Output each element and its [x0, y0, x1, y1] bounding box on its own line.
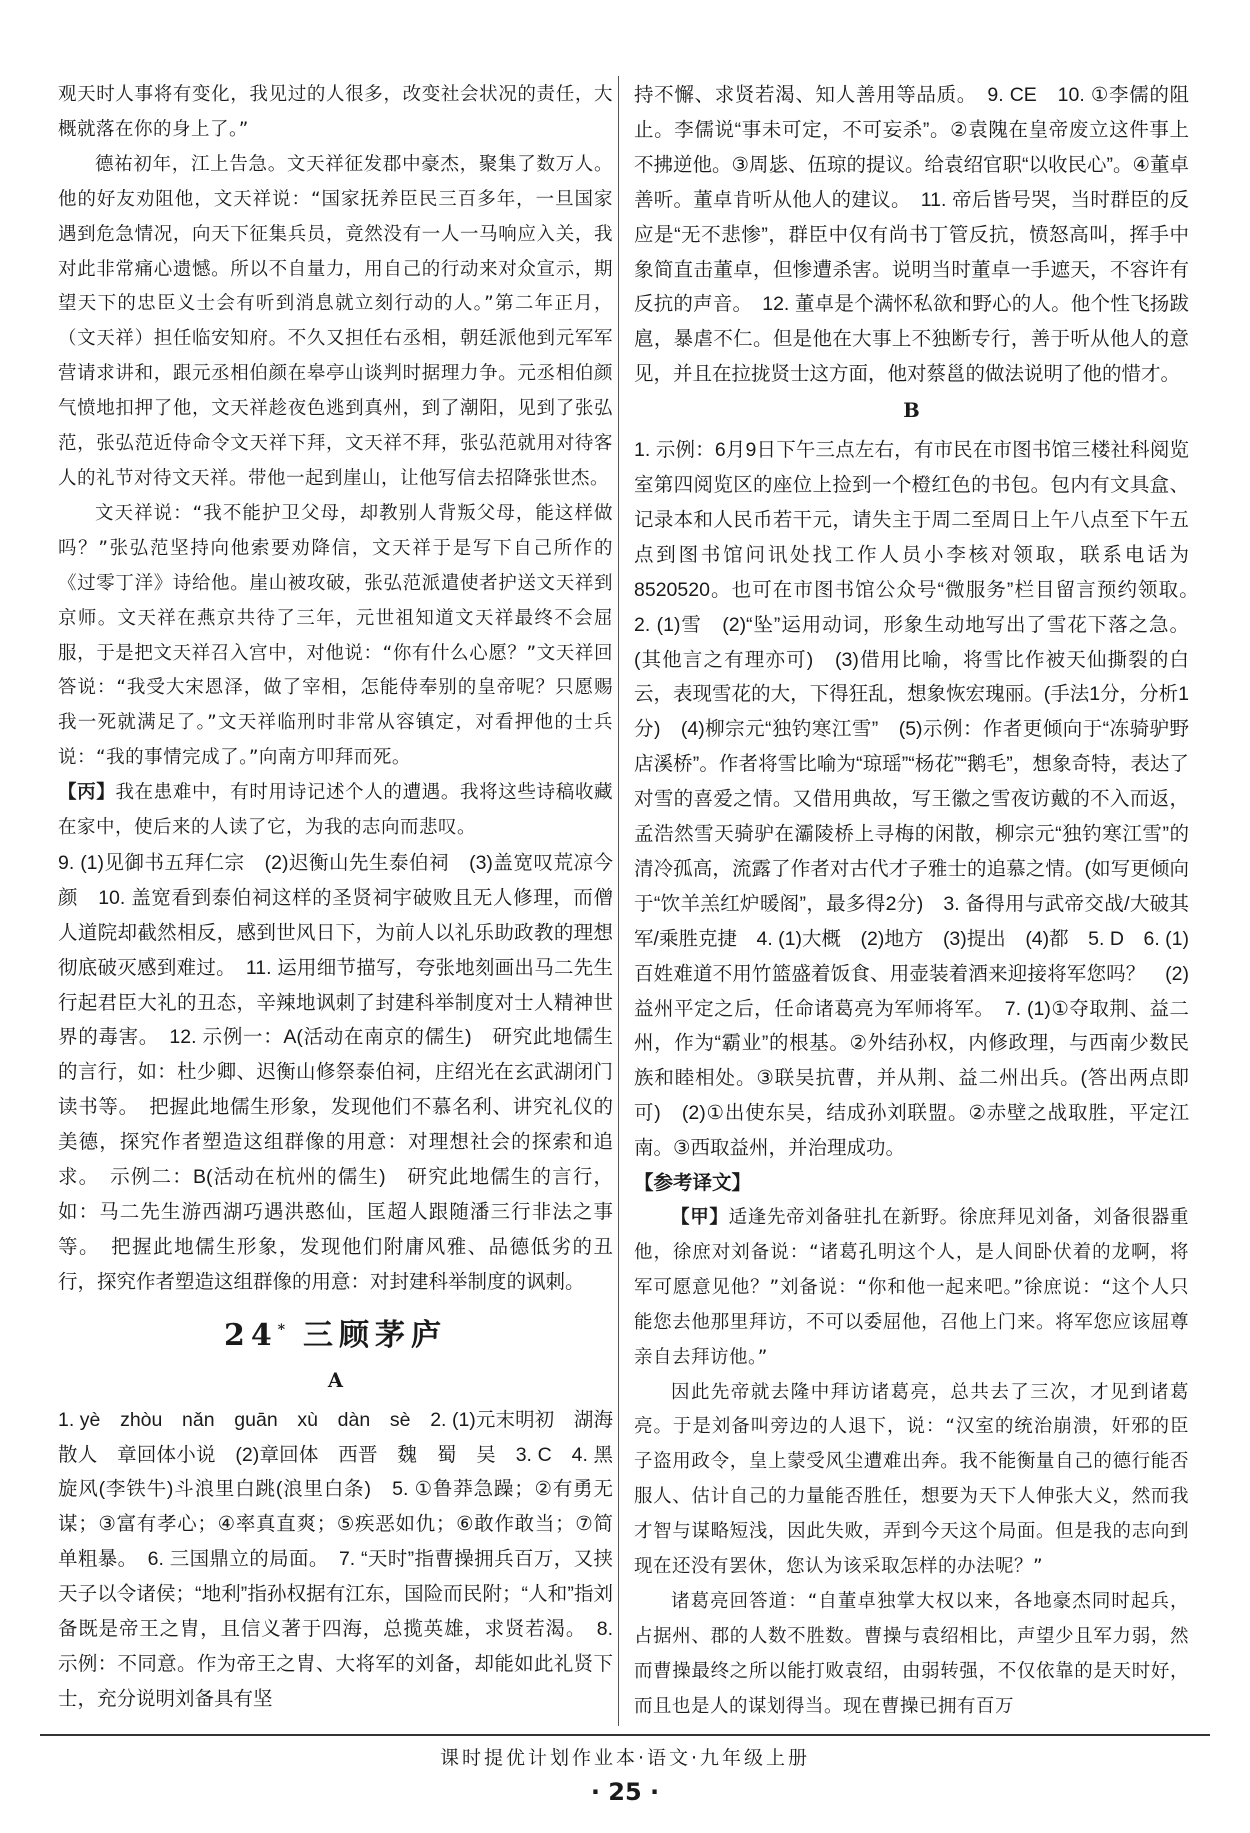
column-divider [618, 76, 619, 1726]
section-tag-jia: 【甲】 [671, 1207, 729, 1228]
translation-paragraph: 因此先帝就去隆中拜访诸葛亮，总共去了三次，才见到诸葛亮。于是刘备叫旁边的人退下，说：“汉室的统治崩溃，奸邪的臣子盗用政令，皇上蒙受风尘遭难出奔。我不能衡量自己的德行能否服人、估计自己的力量能否胜任，想要为天下人伸张大义，然而我才智与谋略短浅，因此失败，弄到今天这个局面。但是我的志向到现在还没有罢休，您认为该采取怎样的办法呢？” [634, 1381, 1189, 1578]
answer-block: 9. (1)见御书五拜仁宗 (2)迟衡山先生泰伯祠 (3)盖宽叹荒凉今颜 10. 盖宽看到泰伯祠这样的圣贤祠宇破败且无人修理，而僧人道院却截然相反，感到世风日下，为前人以礼乐助政教的理想彻底破灭感到难过。 11. 运用细节描写，夸张地刻画出马二先生行起君臣大礼的丑态，辛辣地讽刺了封建科举制度对士人精神世界的毒害。 12. 示例一：A(活动在南京的儒生) 研究此地儒生的言行，如：杜少卿、迟衡山修祭泰伯祠，庄绍光在玄武湖闭门读书等。 把握此地儒生形象，发现他们不慕名利、讲究礼仪的美德，探究作者塑造这组群像的用意：对理想社会的探索和追求。 示例二：B(活动在杭州的儒生) 研究此地儒生的言行，如：马二先生游西湖巧遇洪憨仙，匡超人跟随潘三行非法之事等。 把握此地儒生形象，发现他们附庸风雅、品德低劣的丑行，探究作者塑造这组群像的用意：对封建科举制度的讽刺。 [58, 851, 613, 1293]
left-column [58, 78, 613, 1717]
lesson-star: * [277, 1321, 286, 1338]
translation-text: 我在患难中，有时用诗记述个人的遭遇。我将这些诗稿收藏在家中，使后来的人读了它，为我的志向而悲叹。 [58, 782, 613, 839]
right-column [634, 78, 1209, 1725]
translation-text: 适逢先帝刘备驻扎在新野。徐庶拜见刘备，刘备很器重他，徐庶对刘备说：“诸葛孔明这个人，是人间卧伏着的龙啊，将军可愿意见他？”刘备说：“你和他一起来吧。”徐庶说：“这个人只能您去他那里拜访，不可以委屈他，召他上门来。将军您应该屈尊亲自去拜访他。” [634, 1207, 1189, 1368]
answer-block: 1. yè zhòu nǎn guān xù dàn sè 2. (1)元末明初 湖海散人 章回体小说 (2)章回体 西晋 魏 蜀 吴 3. C 4. 黑旋风(李铁牛)斗浪里白跳(浪里白条) 5. ①鲁莽急躁；②有勇无谋；③富有孝心；④率真直爽；⑤疾恶如仇；⑥敢作敢当；⑦简单粗暴。 6. 三国鼎立的局面。 7. “天时”指曹操拥兵百万，又挟天子以令诸侯；“地利”指孙权据有江东，国险而民附；“人和”指刘备既是帝王之胄，且信义著于四海，总揽英雄，求贤若渴。 8. 示例：不同意。作为帝王之胄、大将军的刘备，却能如此礼贤下士，充分说明刘备具有坚 [58, 1408, 613, 1710]
footer-rule [40, 1734, 1210, 1736]
translation-paragraph-jia [634, 1201, 1189, 1376]
translation-paragraph: 观天时人事将有变化，我见过的人很多，改变社会状况的责任，大概就落在你的身上了。” [58, 84, 613, 140]
translation-paragraph: 诸葛亮回答道：“自董卓独掌大权以来，各地豪杰同时起兵，占据州、郡的人数不胜数。曹操与袁绍相比，声望少且军力弱，然而曹操最终之所以能打败袁绍，由弱转强，不仅依靠的是天时好，而且也是人的谋划得当。现在曹操已拥有百万 [634, 1590, 1189, 1717]
section-heading-a: A [327, 1368, 344, 1392]
section-tag-bing: 【丙】 [58, 782, 116, 804]
answer-block: 持不懈、求贤若渴、知人善用等品质。 9. CE 10. ①李儒的阻止。李儒说“事未可定，不可妄杀”。②袁隗在皇帝废立这件事上不拂逆他。③周毖、伍琼的提议。给袁绍官职“以收民心”。④董卓善听。董卓肯听从他人的建议。 11. 帝后皆号哭，当时群臣的反应是“无不悲惨”，群臣中仅有尚书丁管反抗，愤怒高叫，挥手中象简直击董卓，但惨遭杀害。说明当时董卓一手遮天，不容许有反抗的声音。 12. 董卓是个满怀私欲和野心的人。他个性飞扬跋扈，暴虐不仁。但是他在大事上不独断专行，善于听从他人的意见，并且在拉拢贤士这方面，他对蔡邕的做法说明了他的惜才。 [634, 84, 1189, 386]
translation-paragraph-bing [58, 776, 613, 846]
lesson-name: 三顾茅庐 [303, 1317, 448, 1353]
lesson-title [58, 1304, 613, 1362]
translation-paragraph: 文天祥说：“我不能护卫父母，却教别人背叛父母，能这样做吗？”张弘范坚持向他索要劝降信，文天祥于是写下自己所作的《过零丁洋》诗给他。崖山被攻破，张弘范派遣使者护送文天祥到京师。文天祥在燕京共待了三年，元世祖知道文天祥最终不会屈服，于是把文天祥召入宫中，对他说：“你有什么心愿？”文天祥回答说：“我受大宋恩泽，做了宰相，怎能侍奉别的皇帝呢？只愿赐我一死就满足了。”文天祥临刑时非常从容镇定，对看押他的士兵说：“我的事情完成了。”向南方叩拜而死。 [58, 502, 613, 769]
lesson-number: 24 [223, 1317, 278, 1353]
page-number: · 25 · [590, 1778, 660, 1806]
section-heading-b: B [903, 399, 920, 423]
footer-book-title: 课时提优计划作业本·语文·九年级上册 [439, 1747, 811, 1769]
translation-paragraph: 德祐初年，江上告急。文天祥征发郡中豪杰，聚集了数万人。他的好友劝阻他，文天祥说：“国家抚养臣民三百多年，一旦国家遇到危急情况，向天下征集兵员，竟然没有一人一马响应入关，我对此非常痛心遗憾。所以不自量力，用自己的行动来对众宣示，期望天下的忠臣义士会有听到消息就立刻行动的人。”第二年正月，（文天祥）担任临安知府。不久又担任右丞相，朝廷派他到元军军营请求讲和，跟元丞相伯颜在皋亭山谈判时据理力争。元丞相伯颜气愤地扣押了他，文天祥趁夜色逃到真州，到了潮阳，见到了张弘范，张弘范近侍命令文天祥下拜，文天祥不拜，张弘范就用对待客人的礼节对待文天祥。带他一起到崖山，让他写信去招降张世杰。 [58, 153, 613, 489]
answer-block: 1. 示例：6月9日下午三点左右，有市民在市图书馆三楼社科阅览室第四阅览区的座位上捡到一个橙红色的书包。包内有文具盒、记录本和人民币若干元，请失主于周二至周日上午八点至下午五点到图书馆问讯处找工作人员小李核对领取，联系电话为8520520。也可在市图书馆公众号“微服务”栏目留言预约领取。 2. (1)雪 (2)“坠”运用动词，形象生动地写出了雪花下落之急。(其他言之有理亦可) (3)借用比喻，将雪比作被天仙撕裂的白云，表现雪花的大，下得狂乱，想象恢宏瑰丽。(手法1分，分析1分) (4)柳宗元“独钓寒江雪” (5)示例：作者更倾向于“冻骑驴野店溪桥”。作者将雪比喻为“琼瑶”“杨花”“鹅毛”，想象奇特，表达了对雪的喜爱之情。又借用典故，写王徽之雪夜访戴的不入而返，孟浩然雪天骑驴在灞陵桥上寻梅的闲散，柳宗元“独钓寒江雪”的清冷孤高，流露了作者对古代才子雅士的追慕之情。(如写更倾向于“饮羊羔红炉暖阁”，最多得2分) 3. 备得用与武帝交战/大破其军/乘胜克捷 4. (1)大概 (2)地方 (3)提出 (4)都 5. D 6. (1)百姓难道不用竹篮盛着饭食、用壶装着酒来迎接将军您吗？ (2)益州平定之后，任命诸葛亮为军师将军。 7. (1)①夺取荆、益二州，作为“霸业”的根基。②外结孙权，内修政理，与西南少数民族和睦相处。③联吴抗曹，并从荆、益二州出兵。(答出两点即可) (2)①出使东吴，结成孙刘联盟。②赤壁之战取胜，平定江南。③西取益州，并治理成功。 [634, 439, 1209, 1160]
reference-translation-heading: 【参考译文】 [634, 1171, 752, 1195]
